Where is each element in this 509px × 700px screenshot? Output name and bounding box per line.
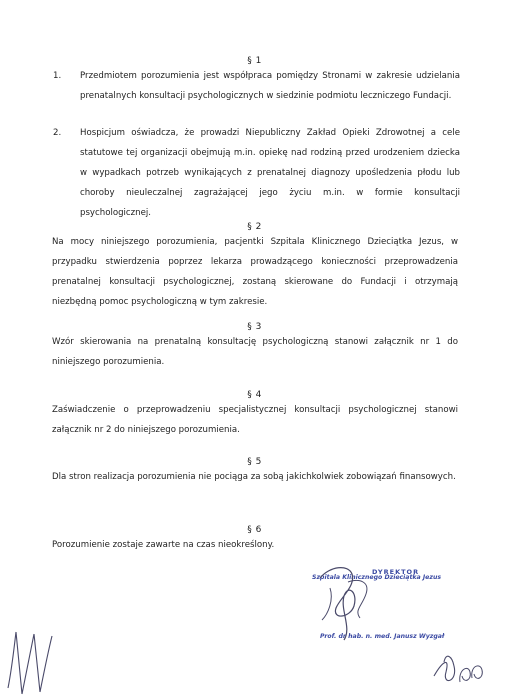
section-mark-2: § 2 [247, 222, 262, 232]
initials-left [2, 618, 62, 700]
initials-right [428, 642, 488, 692]
list-number: 1. [53, 71, 62, 81]
list-item [53, 123, 460, 223]
stamp-title: DYREKTOR [372, 568, 420, 576]
section-mark-1: § 1 [247, 56, 262, 66]
section-mark-4: § 4 [247, 390, 262, 400]
paragraph-2: Na mocy niniejszego porozumienia, pacjentki Szpitala Klinicznego Dzieciątka Jezus, w przypadku stwierdzenia poprzez lekarza prowadzącego konieczności przeprowadzenia prenatalnej konsultacji psychologicznej, zostaną skierowane do Fundacji i otrzymają niezbędną pomoc psychologiczną w tym zakresie. [52, 237, 458, 307]
list-item [53, 66, 460, 106]
list-text: Przedmiotem porozumienia jest współpraca pomiędzy Stronami w zakresie udzielania prenatalnych konsultacji psychologicznych w siedzinie podmiotu leczniczego Fundacji. [80, 71, 460, 101]
list-number: 2. [53, 128, 62, 138]
section-mark-5: § 5 [247, 457, 262, 467]
section-mark-3: § 3 [247, 322, 262, 332]
paragraph-6: Porozumienie zostaje zawarte na czas nieokreślony. [52, 540, 275, 550]
section-mark-6: § 6 [247, 525, 262, 535]
paragraph-5: Dla stron realizacja porozumienia nie pociąga za sobą jakichkolwiek zobowiązań finansowych. [52, 472, 456, 482]
director-signature [300, 548, 390, 648]
paragraph-3: Wzór skierowania na prenatalną konsultację psychologiczną stanowi załącznik nr 1 do niniejszego porozumienia. [52, 337, 458, 367]
stamp-name: Prof. dr hab. n. med. Janusz Wyzgał [320, 633, 445, 640]
list-text: Hospicjum oświadcza, że prowadzi Niepubliczny Zakład Opieki Zdrowotnej a cele statutowe tej organizacji obejmują m.in. opiekę nad rodziną przed urodzeniem dziecka w wypadkach potrzeb wynikających z prenatalnej diagnozy upośledzenia płodu lub choroby nieuleczalnej zagrażającej jego życiu m.in. w formie konsultacji psychologicznej. [80, 128, 460, 218]
stamp-institution: Szpitala Klinicznego Dzieciątka Jezus [312, 574, 442, 581]
paragraph-4: Zaświadczenie o przeprowadzeniu specjalistycznej konsultacji psychologicznej stanowi załącznik nr 2 do niniejszego porozumienia. [52, 405, 458, 435]
